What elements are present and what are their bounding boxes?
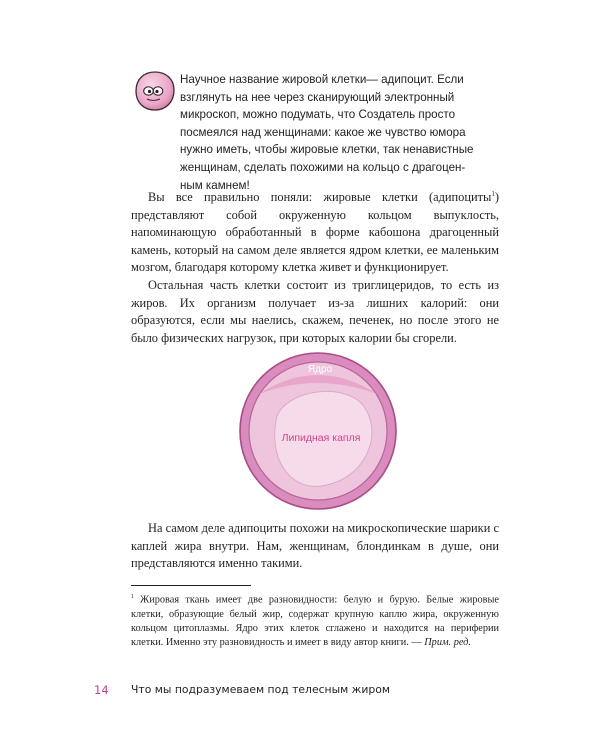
- callout-text: [180, 71, 490, 194]
- callout-line: ным камнем!: [180, 178, 250, 192]
- pink-blob-character-icon: [133, 69, 177, 113]
- droplet-label: Липидная капля: [281, 432, 361, 444]
- running-head: Что мы подразумеваем под телесным жиром: [131, 683, 391, 696]
- page-number: 14: [94, 683, 109, 697]
- intro-p1-start: Вы все правильно поняли: жировые клетки (адипоциты: [148, 190, 492, 204]
- editor-note: Прим. ред.: [424, 637, 471, 649]
- callout-line: посмеялся над женщинами: какое же чувство юмора: [180, 125, 466, 139]
- footnote-divider: [131, 585, 251, 586]
- outro-text: [131, 520, 499, 573]
- intro-paragraph-1: [131, 189, 499, 277]
- footnote-text: Жировая ткань имеет две разновидности: белую и бурую. Белые жировые клетки, образующие белый жир, содержат крупную каплю жира, окруженную кольцом цитоплазмы. Ядро этих клеток сглажено и находится на периферии клетки. Именно эту разновидность и имеет в виду автор книги. —: [131, 594, 499, 649]
- callout-line: нужно иметь, чтобы жировые клетки, так ненавистные: [180, 143, 474, 157]
- footnote-marker: 1: [131, 594, 134, 600]
- callout-line: микроскоп, можно подумать, что Создатель просто: [180, 108, 456, 122]
- intro-p1-end: ) представляют собой окруженную кольцом выпуклость, напоминающую обработанный в форме кабошона драгоценный камень, который на самом деле является ядром клетки, ее маленьким мозгом, благодаря которому клетка живет и функционирует.: [131, 190, 499, 275]
- intro-text: [131, 189, 499, 347]
- callout-line: женщинам, сделать похожими на кольцо с драгоцен-: [180, 160, 466, 174]
- outro-paragraph: На самом деле адипоциты похожи на микроскопические шарики с каплей жира внутри. Нам, женщинам, блондинкам в душе, они представляются именно такими.: [131, 521, 499, 571]
- footnote: [131, 590, 499, 650]
- callout-line: Научное название жировой клетки— адипоцит. Если: [180, 73, 464, 86]
- intro-paragraph-2: Остальная часть клетки состоит из триглицеридов, то есть из жиров. Их организм получает из-за лишних калорий: они образуются, если мы наелись, скажем, печенек, но после этого не было физических нагрузок, при которых калории бы сгорели.: [131, 277, 499, 345]
- adipocyte-diagram: [237, 350, 399, 512]
- nucleus-label: Ядро: [307, 364, 333, 375]
- callout-line: взглянуть на нее через сканирующий электронный: [180, 90, 455, 104]
- footnote-ref: 1: [491, 189, 495, 198]
